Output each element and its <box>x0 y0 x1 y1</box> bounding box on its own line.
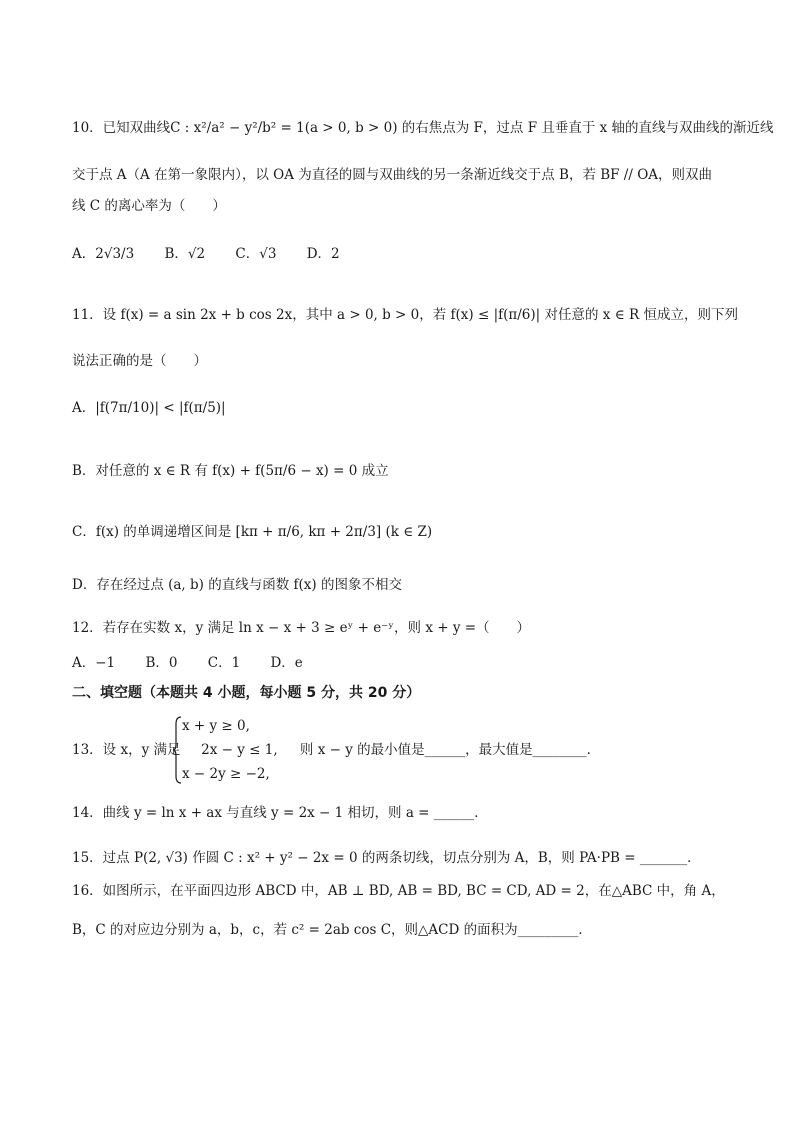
q14: 14．曲线 y = ln x + ax 与直线 y = 2x − 1 相切，则 a = ______． <box>72 805 488 821</box>
q12-option-c: C．1 <box>207 655 241 671</box>
q12-option-b: B．0 <box>145 655 178 671</box>
q10-line3: 线 C 的离心率为（ ） <box>72 198 226 214</box>
q11-line2: 说法正确的是（ ） <box>72 353 207 369</box>
q13-system-line3: x − 2y ≥ −2, <box>182 766 270 782</box>
q12-option-a: A．−1 <box>72 655 116 671</box>
section-heading-fill-in: 二、填空题（本题共 4 小题，每小题 5 分，共 20 分） <box>72 685 421 701</box>
q15: 15．过点 P(2, √3) 作圆 C : x² + y² − 2x = 0 的两条切线，切点分别为 A，B，则 PA·PB = _______． <box>72 850 701 866</box>
q10-option-a: A．2√3/3 <box>72 246 135 262</box>
q10-option-d: D．2 <box>306 246 340 262</box>
q11-line1: 11．设 f(x) = a sin 2x + b cos 2x，其中 a > 0, b > 0，若 f(x) ≤ |f(π/6)| 对任意的 x ∈ R 恒成立，则下列 <box>72 307 738 323</box>
q12-line1: 12．若存在实数 x，y 满足 ln x − x + 3 ≥ eʸ + e⁻ʸ，则 x + y =（ ） <box>72 620 531 636</box>
q11-option-b: B．对任意的 x ∈ R 有 f(x) + f(5π/6 − x) = 0 成立 <box>72 463 389 479</box>
q13-left-brace <box>172 716 182 784</box>
q12-option-d: D．e <box>270 655 303 671</box>
q10-options <box>72 244 366 264</box>
q16-line2: B，C 的对应边分别为 a，b，c，若 c² = 2ab cos C，则△ACD 的面积为_________． <box>72 922 592 938</box>
q10-option-b: B．√2 <box>164 246 206 262</box>
q16-line1: 16．如图所示，在平面四边形 ABCD 中，AB ⊥ BD, AB = BD, BC = CD, AD = 2，在△ABC 中，角 A， <box>72 883 725 899</box>
q10-option-c: C．√3 <box>235 246 277 262</box>
q13-prefix: 13．设 x，y 满足 <box>72 742 181 758</box>
q10-line1: 10．已知双曲线C : x²/a² − y²/b² = 1(a > 0, b > 0) 的右焦点为 F，过点 F 且垂直于 x 轴的直线与双曲线的渐近线 <box>72 120 774 136</box>
q11-option-d: D．存在经过点 (a, b) 的直线与函数 f(x) 的图象不相交 <box>72 577 402 593</box>
q13-main-line <box>72 740 600 760</box>
q11-option-c: C．f(x) 的单调递增区间是 [kπ + π/6, kπ + 2π/3] (k ∈ Z) <box>72 524 433 540</box>
q13-system-line1: x + y ≥ 0, <box>182 718 250 734</box>
q10-line2: 交于点 A（A 在第一象限内），以 OA 为直径的圆与双曲线的另一条渐近线交于点 B，若 BF // OA，则双曲 <box>72 167 713 183</box>
q11-option-a: A．|f(7π/10)| < |f(π/5)| <box>72 400 226 416</box>
q12-options <box>72 653 329 673</box>
q13-suffix: 则 x − y 的最小值是______，最大值是________． <box>299 742 601 758</box>
q13-system-line2: 2x − y ≤ 1, <box>201 742 278 758</box>
